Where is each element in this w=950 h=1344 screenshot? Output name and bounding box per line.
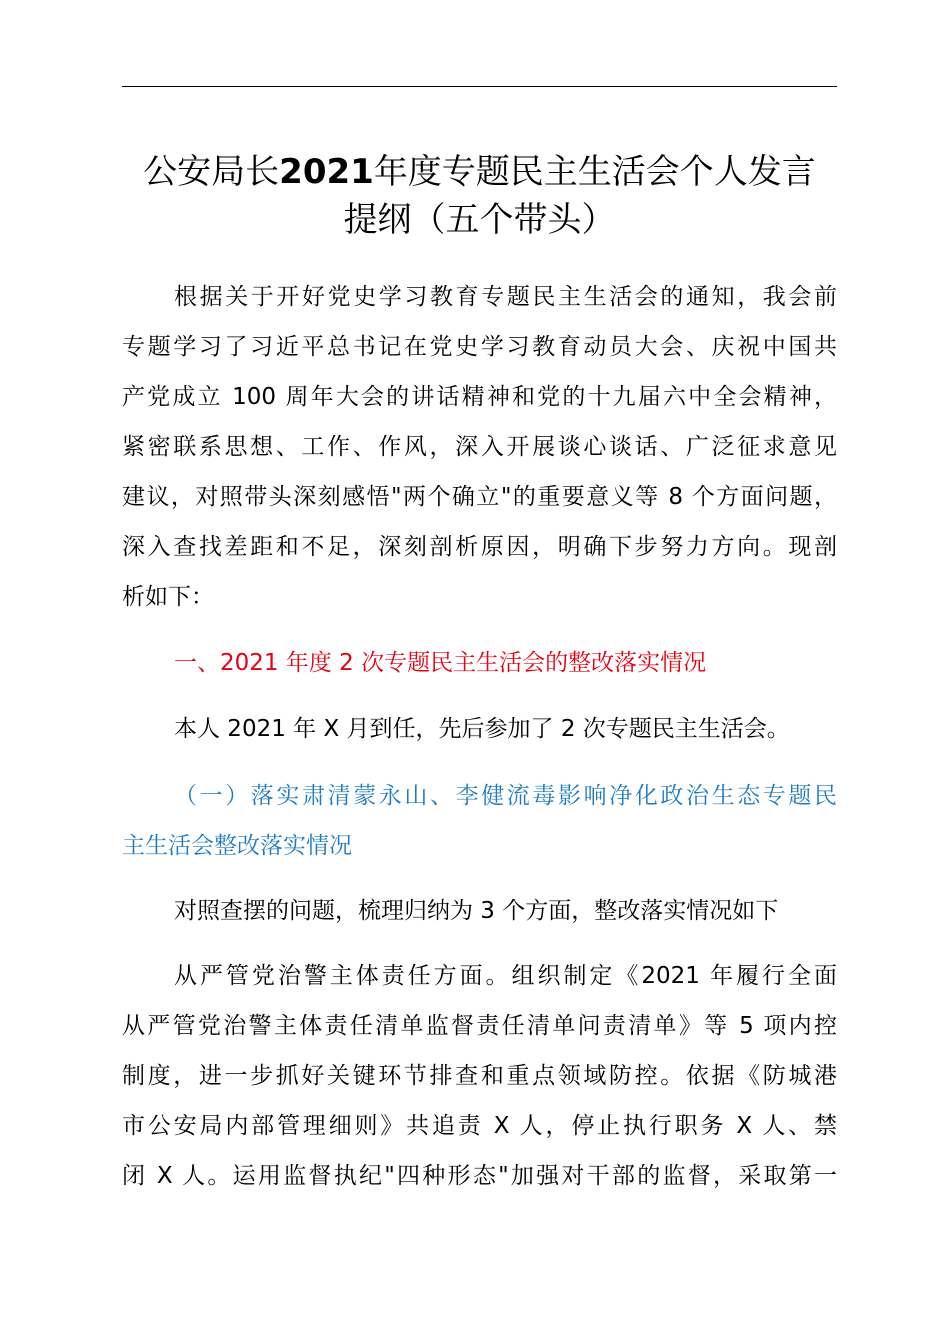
paragraph-3 — [122, 951, 837, 1201]
header-rule — [122, 86, 837, 87]
subsection-heading-1: （一）落实肃清蒙永山、李健流毒影响净化政治生态专题民 主生活会整改落实情况 — [122, 783, 837, 859]
document-title — [122, 148, 837, 244]
intro-line: 产党成立 100 周年大会的讲话精神和党的十九届六中全会精神， — [122, 384, 837, 410]
paragraph-2: 对照查摆的问题，梳理归纳为 3 个方面，整改落实情况如下 — [174, 898, 779, 924]
intro-line: 析如下： — [122, 584, 214, 610]
para3-line: 市公安局内部管理细则》共追责 X 人，停止执行职务 X 人、禁 — [122, 1113, 837, 1139]
para3-line: 制度，进一步抓好关键环节排查和重点领域防控。依据《防城港 — [122, 1063, 837, 1089]
title-line-1: 公安局长2021年度专题民主生活会个人发言 — [143, 152, 816, 192]
section-1-paragraph: 本人 2021 年 X 月到任，先后参加了 2 次专题民主生活会。 — [174, 716, 790, 742]
title-line-2: 提纲（五个带头） — [343, 200, 616, 240]
section-heading-1: 一、2021 年度 2 次专题民主生活会的整改落实情况 — [174, 650, 707, 676]
intro-line: 深入查找差距和不足，深刻剖析原因，明确下步努力方向。现剖 — [122, 534, 837, 560]
intro-line: 专题学习了习近平总书记在党史学习教育动员大会、庆祝中国共 — [122, 334, 837, 360]
intro-line: 建议，对照带头深刻感悟"两个确立"的重要意义等 8 个方面问题， — [122, 484, 837, 510]
intro-line: 紧密联系思想、工作、作风，深入开展谈心谈话、广泛征求意见 — [122, 434, 837, 460]
para3-line: 闭 X 人。运用监督执纪"四种形态"加强对干部的监督，采取第一 — [122, 1163, 837, 1189]
intro-line: 根据关于开好党史学习教育专题民主生活会的通知，我会前 — [174, 284, 837, 310]
para3-line: 从严管党治警主体责任清单监督责任清单问责清单》等 5 项内控 — [122, 1013, 837, 1039]
title-year: 2021 — [279, 152, 374, 192]
intro-paragraph — [122, 272, 837, 622]
para3-line: 从严管党治警主体责任方面。组织制定《2021 年履行全面 — [174, 963, 837, 989]
